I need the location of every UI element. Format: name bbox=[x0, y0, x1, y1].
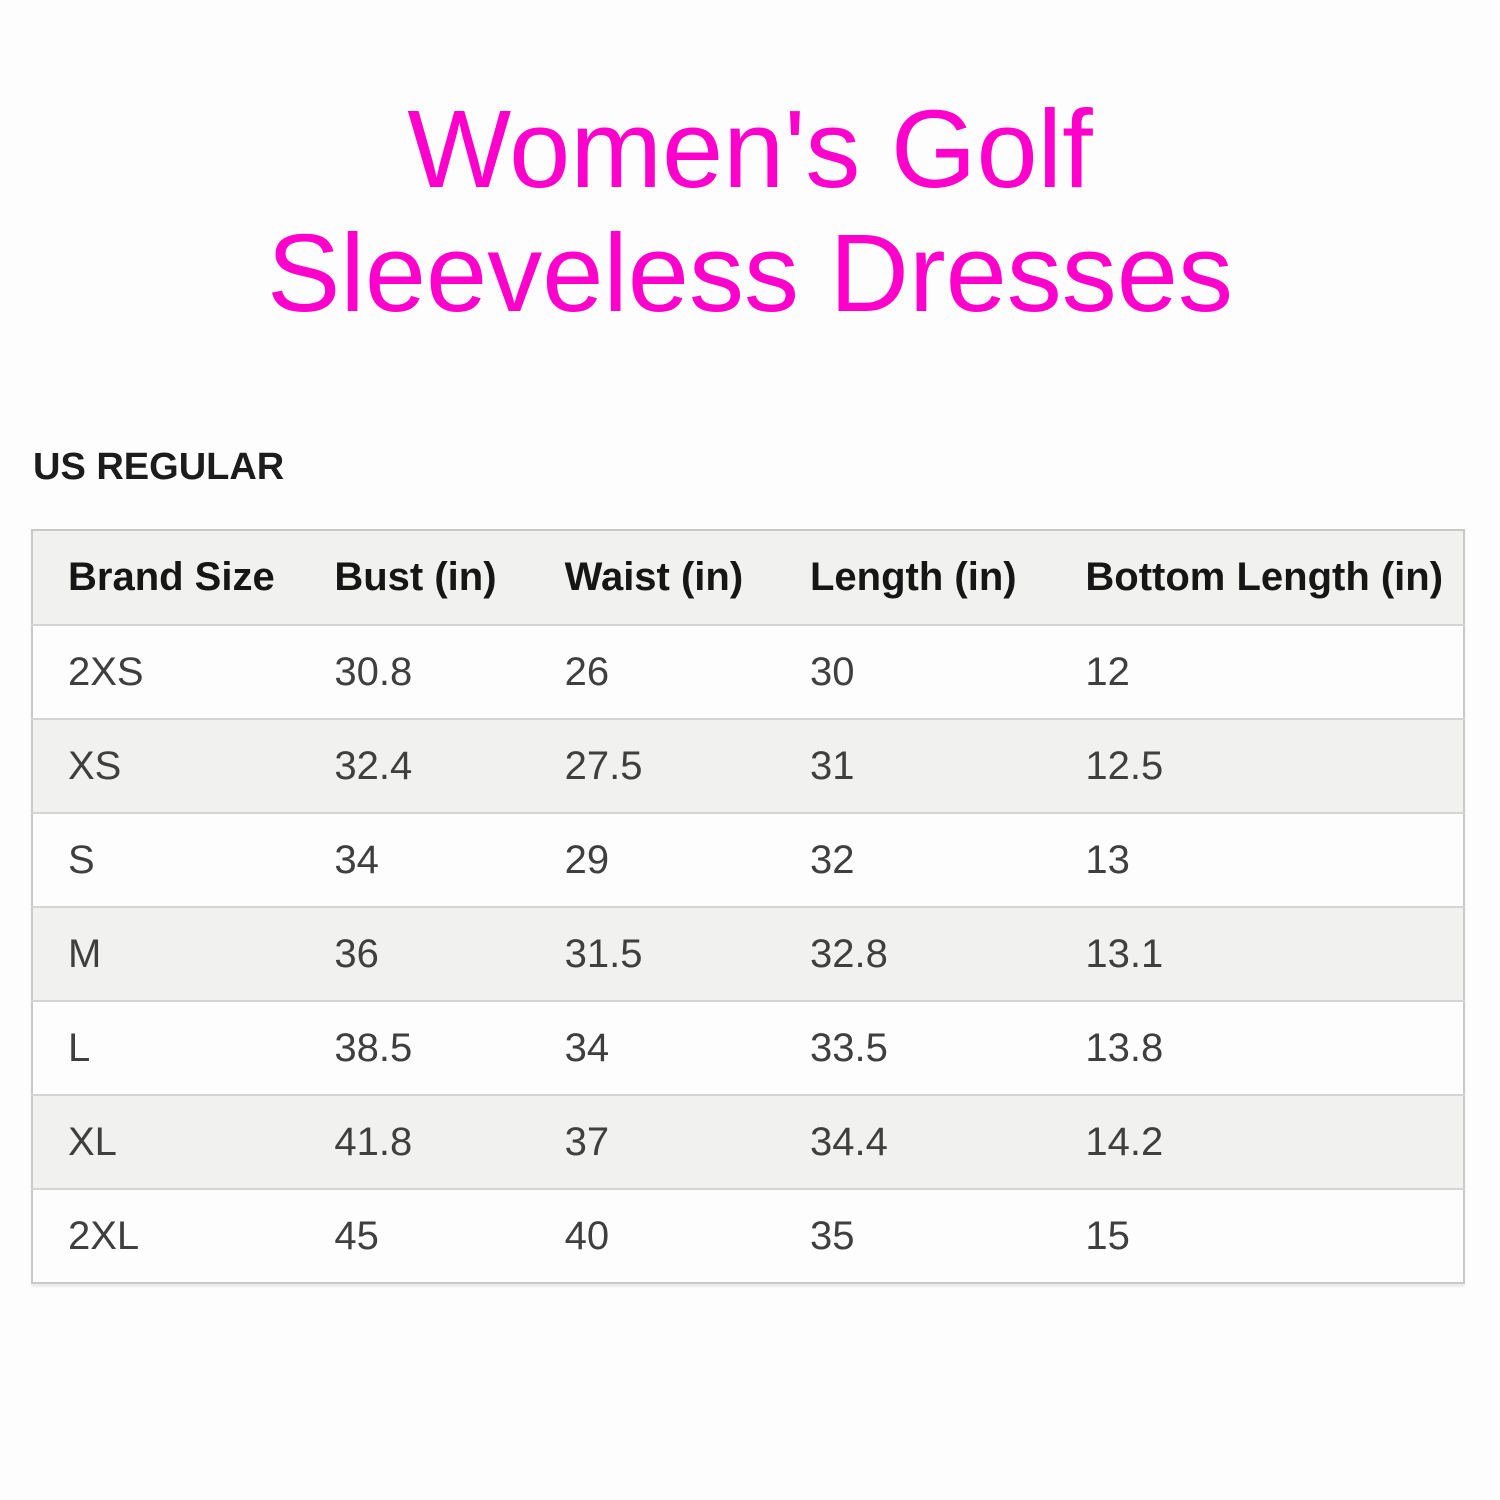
bust-cell: 36 bbox=[334, 931, 379, 976]
table-row-xl bbox=[32, 1095, 1464, 1189]
brand-size-cell: XS bbox=[68, 743, 122, 788]
brand-size-cell: XL bbox=[68, 1119, 117, 1164]
table-row-2xs bbox=[32, 625, 1464, 719]
table-row-xs bbox=[32, 719, 1464, 813]
waist-cell: 34 bbox=[564, 1025, 610, 1070]
brand-size-cell: S bbox=[68, 837, 95, 882]
table-row-2xl bbox=[32, 1189, 1464, 1283]
length-cell: 31 bbox=[810, 743, 855, 788]
bottom-length-cell: 12 bbox=[1085, 649, 1130, 694]
column-header-length: Length (in) bbox=[810, 555, 1017, 599]
page-title bbox=[0, 88, 1500, 336]
bottom-length-cell: 15 bbox=[1085, 1213, 1130, 1258]
brand-size-cell: 2XL bbox=[68, 1213, 140, 1258]
waist-cell: 31.5 bbox=[564, 931, 643, 976]
length-cell: 35 bbox=[810, 1213, 855, 1258]
bust-cell: 30.8 bbox=[334, 649, 413, 694]
page-title-line-2: Sleeveless Dresses bbox=[267, 212, 1233, 335]
brand-size-cell: M bbox=[68, 931, 102, 976]
column-header-bust: Bust (in) bbox=[334, 555, 497, 599]
bust-cell: 34 bbox=[334, 837, 379, 882]
section-label: US REGULAR bbox=[33, 446, 285, 488]
length-cell: 32 bbox=[810, 837, 855, 882]
waist-cell: 37 bbox=[564, 1119, 610, 1164]
bottom-length-cell: 13 bbox=[1085, 837, 1130, 882]
table-row-s bbox=[32, 813, 1464, 907]
bottom-length-cell: 14.2 bbox=[1085, 1119, 1164, 1164]
brand-size-cell: L bbox=[68, 1025, 91, 1070]
waist-cell: 26 bbox=[564, 649, 610, 694]
waist-cell: 40 bbox=[564, 1213, 610, 1258]
bust-cell: 38.5 bbox=[334, 1025, 413, 1070]
column-header-waist: Waist (in) bbox=[564, 555, 744, 599]
brand-size-cell: 2XS bbox=[68, 649, 144, 694]
length-cell: 30 bbox=[810, 649, 855, 694]
header-row bbox=[32, 530, 1464, 625]
bottom-length-cell: 13.1 bbox=[1085, 931, 1164, 976]
column-header-bottom-length: Bottom Length (in) bbox=[1085, 555, 1444, 599]
length-cell: 33.5 bbox=[810, 1025, 888, 1070]
bust-cell: 32.4 bbox=[334, 743, 413, 788]
length-cell: 32.8 bbox=[810, 931, 888, 976]
waist-cell: 27.5 bbox=[564, 743, 643, 788]
bottom-length-cell: 12.5 bbox=[1085, 743, 1164, 788]
size-chart-table bbox=[31, 529, 1465, 1284]
table-row-l bbox=[32, 1001, 1464, 1095]
table-row-m bbox=[32, 907, 1464, 1001]
page-title-line-1: Women's Golf bbox=[407, 88, 1093, 211]
bust-cell: 45 bbox=[334, 1213, 379, 1258]
waist-cell: 29 bbox=[564, 837, 610, 882]
bottom-length-cell: 13.8 bbox=[1085, 1025, 1164, 1070]
bust-cell: 41.8 bbox=[334, 1119, 413, 1164]
length-cell: 34.4 bbox=[810, 1119, 888, 1164]
column-header-brand-size: Brand Size bbox=[68, 555, 275, 599]
